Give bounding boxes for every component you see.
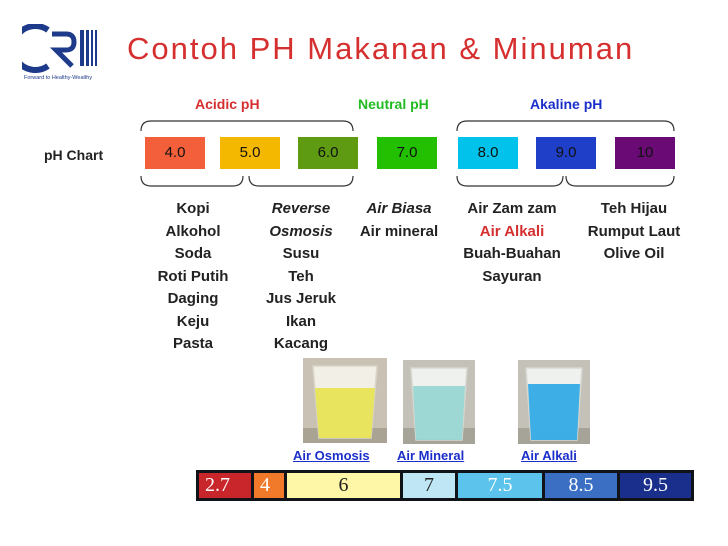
- list-item: Teh: [288, 267, 314, 285]
- ph-strip: [196, 470, 694, 501]
- list-item: Teh Hijau: [600, 200, 668, 217]
- glass-label-osmosis: Air Osmosis: [293, 448, 370, 463]
- glass-label-alkali: Air Alkali: [521, 448, 577, 463]
- ph-cell-8: 8.0: [458, 137, 518, 169]
- acidic-list-2: [254, 198, 348, 356]
- list-item: Kopi: [176, 200, 210, 217]
- acidic-list-1: [144, 198, 242, 356]
- ph-cell-10: 10: [615, 137, 675, 169]
- list-item: Air Zam zam: [467, 200, 557, 217]
- list-item: Olive Oil: [603, 245, 665, 262]
- list-item: Daging: [167, 290, 219, 307]
- neutral-label: Neutral pH: [358, 96, 429, 112]
- glass-osmosis: [303, 358, 387, 443]
- list-item: Reverse: [271, 200, 331, 217]
- logo-tagline: Forward to Healthy-Wealthy: [24, 75, 93, 81]
- strip-cell: 7.5: [458, 473, 542, 498]
- strip-cell: 4: [254, 473, 284, 498]
- alkaline-list-1: [452, 198, 572, 288]
- cri-logo: [22, 24, 112, 82]
- list-item: Air Biasa: [366, 200, 432, 217]
- acidic-label: Acidic pH: [195, 96, 260, 112]
- list-item: Sayuran: [482, 267, 542, 285]
- strip-cell: 2.7: [199, 473, 251, 498]
- strip-cell: 9.5: [620, 473, 691, 498]
- list-item: Keju: [176, 312, 210, 330]
- ph-cell-6: 6.0: [298, 137, 358, 169]
- ph-cell-7: 7.0: [377, 137, 437, 169]
- list-item: Susu: [282, 245, 320, 262]
- list-item: Roti Putih: [157, 267, 229, 285]
- strip-cell: 8.5: [545, 473, 617, 498]
- list-item: Soda: [174, 245, 212, 262]
- ph-chart-label: pH Chart: [44, 147, 104, 163]
- list-item: Osmosis: [269, 222, 333, 240]
- list-item: Air mineral: [359, 222, 439, 240]
- list-item: Pasta: [172, 335, 214, 352]
- glass-mineral: [403, 360, 475, 444]
- list-item: Air Alkali: [479, 222, 545, 240]
- glass-label-mineral: Air Mineral: [397, 448, 465, 463]
- list-item: Kacang: [273, 335, 329, 352]
- alkaline-label: Akaline pH: [530, 96, 603, 112]
- list-item: Rumput Laut: [587, 222, 681, 240]
- neutral-list: [350, 198, 448, 243]
- list-item: Alkohol: [165, 222, 221, 240]
- ph-cell-9: 9.0: [536, 137, 596, 169]
- list-item: Ikan: [285, 312, 316, 330]
- strip-cell: 6: [287, 473, 400, 498]
- strip-cell: 7: [403, 473, 455, 498]
- ph-cell-5: 5.0: [220, 137, 280, 169]
- list-item: Jus Jeruk: [265, 290, 337, 307]
- glass-alkali: [518, 360, 590, 444]
- alkaline-list-2: [574, 198, 694, 266]
- page-title: Contoh PH Makanan & Minuman: [127, 31, 635, 66]
- ph-cell-4: 4.0: [145, 137, 205, 169]
- list-item: Buah-Buahan: [463, 245, 561, 262]
